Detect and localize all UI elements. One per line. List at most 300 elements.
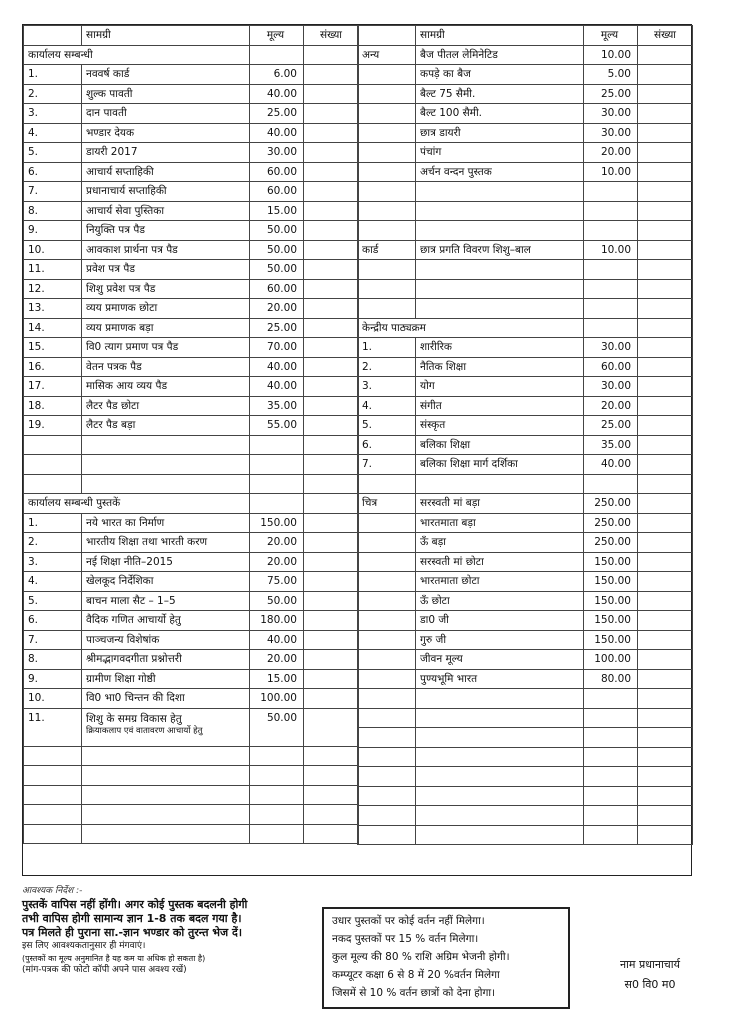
count-cell[interactable] bbox=[638, 357, 693, 377]
count-cell[interactable] bbox=[304, 377, 359, 397]
row-label bbox=[24, 455, 82, 475]
instruction-line: इस लिए आवश्यकतानुसार ही मंगवाएं। bbox=[22, 941, 146, 951]
count-cell[interactable] bbox=[304, 746, 359, 766]
price-cell: 50.00 bbox=[250, 591, 304, 611]
price-cell: 60.00 bbox=[584, 357, 638, 377]
terms-line: कुल मूल्य की 80 % राशि अग्रिम भेजनी होगी। bbox=[332, 951, 510, 963]
header-count: संख्या bbox=[638, 26, 693, 46]
item-name-text: व्यय प्रमाणक छोटा bbox=[86, 302, 158, 315]
item-name-text: संगीत bbox=[420, 399, 442, 412]
item-name bbox=[416, 728, 584, 748]
row-label bbox=[358, 630, 416, 650]
count-cell[interactable] bbox=[638, 728, 693, 748]
section-heading: कार्यालय सम्बन्धी bbox=[24, 45, 250, 65]
item-name bbox=[416, 552, 584, 572]
price-cell: 40.00 bbox=[250, 377, 304, 397]
item-name-text: वि0 त्याग प्रमाण पत्र पैड bbox=[86, 341, 179, 354]
count-cell[interactable] bbox=[638, 552, 693, 572]
item-name bbox=[82, 396, 250, 416]
count-cell[interactable] bbox=[638, 201, 693, 221]
item-name bbox=[82, 221, 250, 241]
count-cell[interactable] bbox=[304, 824, 359, 844]
item-name-text: भारतमाता छोटा bbox=[420, 575, 480, 588]
item-name-text: श्रीमद्भागवदगीता प्रश्नोत्तरी bbox=[86, 653, 182, 666]
instruction-line: (मांग-पत्रक की फोटो कॉपी अपने पास अवश्य रखें) bbox=[22, 965, 187, 975]
price-cell bbox=[250, 45, 304, 65]
count-cell[interactable] bbox=[638, 45, 693, 65]
table-row bbox=[24, 338, 359, 358]
row-label bbox=[358, 806, 416, 826]
item-name-text: ऊँ बड़ा bbox=[420, 536, 446, 549]
table-row bbox=[24, 766, 359, 786]
count-cell[interactable] bbox=[304, 494, 359, 514]
price-cell: 100.00 bbox=[584, 650, 638, 670]
count-cell[interactable] bbox=[638, 143, 693, 163]
count-cell[interactable] bbox=[304, 182, 359, 202]
item-name-text: भारतीय शिक्षा तथा भारती करण bbox=[86, 536, 208, 549]
row-label: 10. bbox=[24, 689, 82, 709]
row-label bbox=[358, 104, 416, 124]
price-cell bbox=[584, 318, 638, 338]
terms-line: जिसमें से 10 % वर्तन छात्रों को देना होगा। bbox=[332, 987, 496, 999]
count-cell[interactable] bbox=[638, 650, 693, 670]
price-cell: 35.00 bbox=[250, 396, 304, 416]
row-label bbox=[358, 786, 416, 806]
count-cell[interactable] bbox=[304, 805, 359, 825]
table-row bbox=[358, 767, 693, 787]
item-name bbox=[82, 377, 250, 397]
price-cell: 75.00 bbox=[250, 572, 304, 592]
row-label: 19. bbox=[24, 416, 82, 436]
count-cell[interactable] bbox=[638, 279, 693, 299]
count-cell[interactable] bbox=[304, 123, 359, 143]
table-row bbox=[358, 357, 693, 377]
count-cell[interactable] bbox=[638, 377, 693, 397]
row-label: 18. bbox=[24, 396, 82, 416]
count-cell[interactable] bbox=[304, 299, 359, 319]
row-label bbox=[358, 162, 416, 182]
count-cell[interactable] bbox=[638, 318, 693, 338]
row-label bbox=[358, 611, 416, 631]
price-cell bbox=[584, 299, 638, 319]
row-label bbox=[358, 650, 416, 670]
count-cell[interactable] bbox=[304, 279, 359, 299]
terms-line: नकद पुस्तकों पर 15 % वर्तन मिलेगा। bbox=[332, 933, 479, 945]
table-row bbox=[358, 338, 693, 358]
count-cell[interactable] bbox=[304, 201, 359, 221]
price-cell bbox=[250, 474, 304, 494]
row-label: चित्र bbox=[358, 494, 416, 514]
item-name bbox=[416, 240, 584, 260]
item-name-text: आचार्य सप्ताहिकी bbox=[86, 165, 154, 178]
count-cell[interactable] bbox=[638, 65, 693, 85]
price-cell: 25.00 bbox=[584, 416, 638, 436]
table-row bbox=[24, 201, 359, 221]
table-row bbox=[358, 123, 693, 143]
table-row bbox=[24, 785, 359, 805]
count-cell[interactable] bbox=[304, 766, 359, 786]
count-cell[interactable] bbox=[304, 162, 359, 182]
item-name-text: लैटर पैड छोटा bbox=[86, 399, 140, 412]
item-name bbox=[82, 162, 250, 182]
count-cell[interactable] bbox=[304, 143, 359, 163]
row-label: 9. bbox=[24, 669, 82, 689]
table-row bbox=[24, 689, 359, 709]
price-cell: 150.00 bbox=[250, 513, 304, 533]
count-cell[interactable] bbox=[638, 396, 693, 416]
item-name bbox=[82, 182, 250, 202]
item-name-text: अर्चन वन्दन पुस्तक bbox=[420, 165, 492, 178]
table-row bbox=[358, 552, 693, 572]
price-cell bbox=[584, 767, 638, 787]
table-row bbox=[24, 746, 359, 766]
price-cell: 50.00 bbox=[250, 708, 304, 746]
count-cell[interactable] bbox=[304, 240, 359, 260]
price-cell bbox=[584, 182, 638, 202]
item-name-text: बैल्ट 100 सैमी. bbox=[420, 107, 483, 120]
item-name bbox=[416, 806, 584, 826]
count-cell[interactable] bbox=[638, 494, 693, 514]
table-row bbox=[358, 786, 693, 806]
table-row bbox=[358, 240, 693, 260]
price-cell bbox=[584, 221, 638, 241]
row-label: 16. bbox=[24, 357, 82, 377]
item-name-text: जीवन मूल्य bbox=[420, 653, 463, 666]
table-row bbox=[24, 182, 359, 202]
item-name bbox=[416, 708, 584, 728]
price-cell bbox=[584, 201, 638, 221]
item-name-text: सरस्वती मां बड़ा bbox=[420, 497, 481, 510]
item-name bbox=[416, 45, 584, 65]
table-header-row bbox=[24, 26, 359, 46]
count-cell[interactable] bbox=[304, 474, 359, 494]
table-row bbox=[24, 669, 359, 689]
item-name bbox=[416, 396, 584, 416]
item-name-text: डायरी 2017 bbox=[86, 146, 138, 159]
item-name-text: नये भारत का निर्माण bbox=[86, 516, 165, 529]
count-cell[interactable] bbox=[304, 65, 359, 85]
row-label: 5. bbox=[358, 416, 416, 436]
count-cell[interactable] bbox=[304, 630, 359, 650]
table-row bbox=[24, 552, 359, 572]
row-label bbox=[358, 182, 416, 202]
row-label bbox=[358, 825, 416, 845]
instructions-block bbox=[22, 883, 312, 977]
row-label: कार्ड bbox=[358, 240, 416, 260]
table-row bbox=[24, 65, 359, 85]
count-cell[interactable] bbox=[638, 474, 693, 494]
count-cell[interactable] bbox=[638, 455, 693, 475]
table-row bbox=[24, 416, 359, 436]
price-cell: 25.00 bbox=[250, 318, 304, 338]
item-name bbox=[416, 104, 584, 124]
row-label bbox=[358, 552, 416, 572]
count-cell[interactable] bbox=[304, 45, 359, 65]
item-name bbox=[416, 747, 584, 767]
count-cell[interactable] bbox=[304, 338, 359, 358]
item-name bbox=[416, 767, 584, 787]
item-name bbox=[416, 357, 584, 377]
item-name-text: पुण्यभूमि भारत bbox=[420, 672, 478, 685]
table-row bbox=[24, 162, 359, 182]
count-cell[interactable] bbox=[638, 435, 693, 455]
count-cell[interactable] bbox=[638, 84, 693, 104]
count-cell[interactable] bbox=[304, 591, 359, 611]
terms-line: कम्प्यूटर कक्षा 6 से 8 में 20 %वर्तन मिलेगा bbox=[332, 969, 500, 981]
price-cell: 20.00 bbox=[250, 552, 304, 572]
count-cell[interactable] bbox=[638, 747, 693, 767]
table-row bbox=[358, 591, 693, 611]
count-cell[interactable] bbox=[304, 396, 359, 416]
item-name bbox=[82, 260, 250, 280]
discount-terms-box bbox=[322, 907, 570, 1009]
price-cell bbox=[250, 435, 304, 455]
header-price: मूल्य bbox=[250, 26, 304, 46]
count-cell[interactable] bbox=[304, 104, 359, 124]
item-name-text: आवकाश प्रार्थना पत्र पैड bbox=[86, 243, 178, 256]
table-row bbox=[358, 201, 693, 221]
item-name bbox=[82, 533, 250, 553]
count-cell[interactable] bbox=[638, 513, 693, 533]
price-cell: 15.00 bbox=[250, 669, 304, 689]
item-name bbox=[416, 221, 584, 241]
item-name bbox=[82, 201, 250, 221]
price-cell: 180.00 bbox=[250, 611, 304, 631]
item-name-text: शिशु प्रवेश पत्र पैड bbox=[86, 282, 156, 295]
count-cell[interactable] bbox=[638, 572, 693, 592]
table-row bbox=[24, 221, 359, 241]
count-cell[interactable] bbox=[304, 318, 359, 338]
table-row bbox=[358, 689, 693, 709]
item-name bbox=[416, 201, 584, 221]
row-label bbox=[24, 435, 82, 455]
row-label: 6. bbox=[358, 435, 416, 455]
count-cell[interactable] bbox=[304, 552, 359, 572]
table-row bbox=[24, 630, 359, 650]
header-blank bbox=[24, 26, 82, 46]
item-name-text: योग bbox=[420, 380, 435, 393]
item-name bbox=[82, 104, 250, 124]
row-label: 3. bbox=[358, 377, 416, 397]
instruction-line: पुस्तकें वापिस नहीं होंगी। अगर कोई पुस्तक बदलनी होगी bbox=[22, 898, 248, 911]
price-cell: 55.00 bbox=[250, 416, 304, 436]
table-row bbox=[24, 318, 359, 338]
table-row bbox=[358, 825, 693, 845]
price-cell: 40.00 bbox=[250, 84, 304, 104]
row-label: अन्य bbox=[358, 45, 416, 65]
item-name bbox=[82, 416, 250, 436]
count-cell[interactable] bbox=[638, 611, 693, 631]
row-label: 12. bbox=[24, 279, 82, 299]
price-cell: 25.00 bbox=[584, 84, 638, 104]
row-label bbox=[358, 143, 416, 163]
price-cell bbox=[250, 455, 304, 475]
item-name bbox=[82, 611, 250, 631]
row-label bbox=[358, 513, 416, 533]
count-cell[interactable] bbox=[304, 689, 359, 709]
item-name bbox=[82, 143, 250, 163]
row-label: 8. bbox=[24, 201, 82, 221]
price-cell: 150.00 bbox=[584, 630, 638, 650]
item-name bbox=[82, 357, 250, 377]
count-cell[interactable] bbox=[304, 416, 359, 436]
price-cell bbox=[250, 805, 304, 825]
count-cell[interactable] bbox=[638, 182, 693, 202]
item-name bbox=[416, 416, 584, 436]
table-row bbox=[24, 377, 359, 397]
row-label: 9. bbox=[24, 221, 82, 241]
item-name-text: वेतन पत्रक पैड bbox=[86, 360, 142, 373]
count-cell[interactable] bbox=[638, 104, 693, 124]
count-cell[interactable] bbox=[304, 572, 359, 592]
table-row bbox=[24, 279, 359, 299]
count-cell[interactable] bbox=[638, 689, 693, 709]
table-row bbox=[358, 728, 693, 748]
count-cell[interactable] bbox=[638, 708, 693, 728]
item-name-text: व्यय प्रमाणक बड़ा bbox=[86, 321, 154, 334]
count-cell[interactable] bbox=[304, 708, 359, 746]
count-cell[interactable] bbox=[304, 669, 359, 689]
item-name bbox=[82, 123, 250, 143]
item-name bbox=[416, 435, 584, 455]
table-row bbox=[358, 630, 693, 650]
price-cell bbox=[584, 747, 638, 767]
price-cell: 100.00 bbox=[250, 689, 304, 709]
table-row bbox=[24, 494, 359, 514]
count-cell[interactable] bbox=[304, 435, 359, 455]
count-cell[interactable] bbox=[638, 767, 693, 787]
item-name bbox=[416, 474, 584, 494]
count-cell[interactable] bbox=[304, 611, 359, 631]
count-cell[interactable] bbox=[304, 533, 359, 553]
price-cell: 150.00 bbox=[584, 552, 638, 572]
row-label bbox=[358, 299, 416, 319]
count-cell[interactable] bbox=[304, 785, 359, 805]
row-label bbox=[358, 747, 416, 767]
table-row bbox=[358, 221, 693, 241]
item-name-text: गुरु जी bbox=[420, 633, 447, 646]
row-label bbox=[24, 824, 82, 844]
table-row bbox=[358, 611, 693, 631]
row-label bbox=[24, 474, 82, 494]
instruction-line: तभी वापिस होगी सामान्य ज्ञान 1-8 तक बदल गया है। bbox=[22, 912, 242, 925]
terms-line: उधार पुस्तकों पर कोई वर्तन नहीं मिलेगा। bbox=[332, 915, 485, 927]
price-cell: 60.00 bbox=[250, 279, 304, 299]
item-name bbox=[416, 84, 584, 104]
count-cell[interactable] bbox=[304, 357, 359, 377]
row-label: 6. bbox=[24, 611, 82, 631]
count-cell[interactable] bbox=[304, 455, 359, 475]
price-cell: 15.00 bbox=[250, 201, 304, 221]
price-cell: 250.00 bbox=[584, 513, 638, 533]
table-row bbox=[24, 357, 359, 377]
table-header-row bbox=[358, 26, 693, 46]
item-name bbox=[82, 689, 250, 709]
table-row bbox=[24, 591, 359, 611]
item-name bbox=[82, 669, 250, 689]
count-cell[interactable] bbox=[304, 221, 359, 241]
item-name-text: नववर्ष कार्ड bbox=[86, 68, 130, 81]
item-name-text: मासिक आय व्यय पैड bbox=[86, 380, 168, 393]
item-name bbox=[82, 318, 250, 338]
table-row bbox=[358, 806, 693, 826]
count-cell[interactable] bbox=[638, 260, 693, 280]
price-cell bbox=[584, 474, 638, 494]
price-cell bbox=[250, 785, 304, 805]
price-cell: 20.00 bbox=[250, 533, 304, 553]
price-cell: 40.00 bbox=[250, 357, 304, 377]
count-cell[interactable] bbox=[638, 416, 693, 436]
count-cell[interactable] bbox=[638, 630, 693, 650]
table-row bbox=[358, 396, 693, 416]
price-cell: 40.00 bbox=[584, 455, 638, 475]
item-name bbox=[82, 708, 250, 746]
table-row bbox=[24, 240, 359, 260]
price-cell: 30.00 bbox=[584, 377, 638, 397]
count-cell[interactable] bbox=[304, 260, 359, 280]
price-cell: 6.00 bbox=[250, 65, 304, 85]
item-name-text: पाञ्चजन्य विशेषांक bbox=[86, 633, 160, 646]
count-cell[interactable] bbox=[304, 84, 359, 104]
item-name-subline: क्रियाकलाप एवं वातावरण आचार्यो हेतु bbox=[86, 725, 203, 736]
count-cell[interactable] bbox=[304, 650, 359, 670]
row-label: 7. bbox=[24, 182, 82, 202]
count-cell[interactable] bbox=[638, 240, 693, 260]
item-name-text: कपड़े का बैज bbox=[420, 68, 471, 81]
count-cell[interactable] bbox=[638, 162, 693, 182]
item-name bbox=[416, 611, 584, 631]
count-cell[interactable] bbox=[638, 825, 693, 845]
item-name bbox=[416, 260, 584, 280]
row-label: 6. bbox=[24, 162, 82, 182]
price-cell bbox=[584, 806, 638, 826]
table-row bbox=[358, 377, 693, 397]
table-row bbox=[358, 65, 693, 85]
row-label bbox=[358, 669, 416, 689]
table-row bbox=[358, 162, 693, 182]
count-cell[interactable] bbox=[638, 806, 693, 826]
count-cell[interactable] bbox=[638, 299, 693, 319]
item-name bbox=[82, 766, 250, 786]
count-cell[interactable] bbox=[638, 533, 693, 553]
price-cell: 10.00 bbox=[584, 45, 638, 65]
row-label: 3. bbox=[24, 104, 82, 124]
item-name-text: लैटर पैड बड़ा bbox=[86, 419, 136, 432]
price-cell bbox=[250, 494, 304, 514]
table-row bbox=[358, 474, 693, 494]
count-cell[interactable] bbox=[638, 591, 693, 611]
price-cell bbox=[584, 260, 638, 280]
count-cell[interactable] bbox=[638, 221, 693, 241]
table-row bbox=[24, 299, 359, 319]
row-label bbox=[358, 201, 416, 221]
item-name-text: शिशु के समग्र विकास हेतु bbox=[86, 712, 182, 725]
count-cell[interactable] bbox=[304, 513, 359, 533]
item-name-text: शुल्क पावती bbox=[86, 87, 133, 100]
count-cell[interactable] bbox=[638, 669, 693, 689]
count-cell[interactable] bbox=[638, 123, 693, 143]
row-label bbox=[358, 279, 416, 299]
order-form-sheet bbox=[22, 24, 692, 876]
count-cell[interactable] bbox=[638, 338, 693, 358]
price-cell: 35.00 bbox=[584, 435, 638, 455]
item-name-text: आचार्य सेवा पुस्तिका bbox=[86, 204, 165, 217]
table-row bbox=[358, 669, 693, 689]
count-cell[interactable] bbox=[638, 786, 693, 806]
table-row bbox=[358, 435, 693, 455]
item-name bbox=[82, 650, 250, 670]
item-name bbox=[82, 84, 250, 104]
